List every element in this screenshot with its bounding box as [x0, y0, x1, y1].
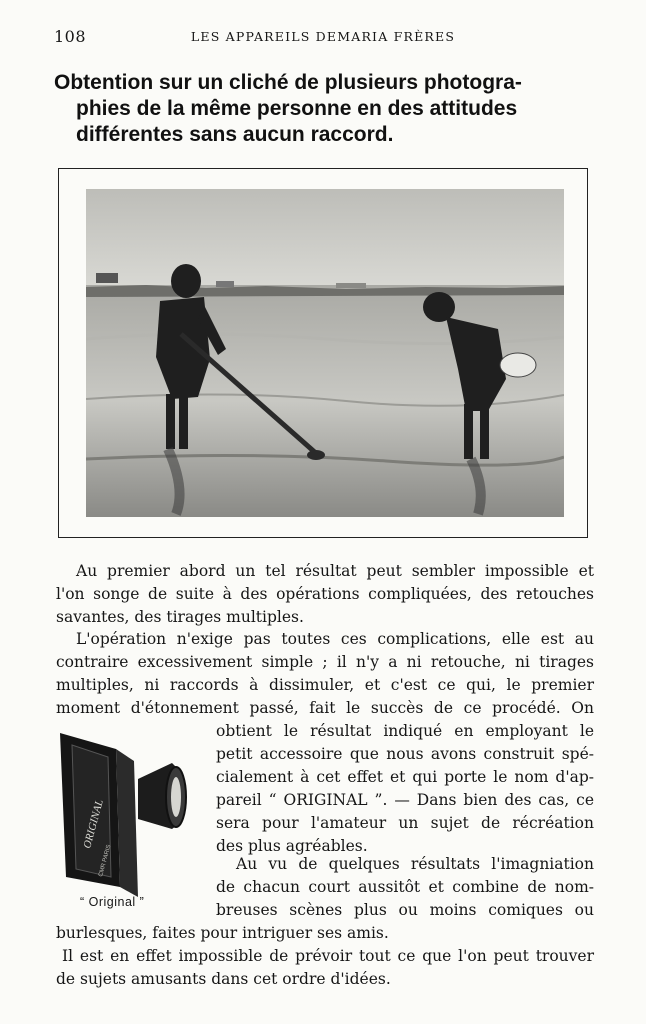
paragraph-1 — [56, 560, 594, 629]
text-line: sera pour l'amateur un sujet de récréation — [216, 814, 594, 832]
text-line: pareil “ ORIGINAL ”. — Dans bien des cas, ce — [216, 791, 594, 809]
text-line: contraire excessivement simple ; il n'y a ni retouche, ni tirages — [56, 653, 594, 671]
text-line: moment d'étonnement passé, fait le succès de ce procédé. On — [56, 699, 594, 717]
heading-line: Obtention sur un cliché de plusieurs photogra- — [54, 71, 522, 94]
camera-maker-text: CMR PARIS — [98, 844, 113, 878]
text-line: Il est en effet impossible de prévoir tout ce que l'on peut trouver — [62, 947, 594, 965]
text-line: petit accessoire que nous avons construit spé- — [216, 745, 594, 763]
paragraph-4 — [56, 945, 594, 991]
text-line: de sujets amusants dans cet ordre d'idées. — [56, 970, 391, 988]
heading-line: différentes sans aucun raccord. — [76, 123, 394, 146]
text-line: L'opération n'exige pas toutes ces complications, elle est au — [76, 630, 594, 648]
text-line: des plus agréables. — [216, 837, 368, 855]
text-line: breuses scènes plus ou moins comiques ou — [216, 901, 594, 919]
page-number: 108 — [54, 27, 87, 46]
text-line: multiples, ni raccords à dissimuler, et c'est ce qui, le premier — [56, 676, 594, 694]
camera-label: ORIGINAL — [81, 798, 106, 850]
figure-caption: “ Original ” — [80, 895, 145, 909]
beach-photograph — [86, 189, 564, 517]
text-line: Au premier abord un tel résultat peut sembler impossible et — [76, 562, 594, 580]
paragraph-3-continued — [56, 922, 594, 945]
section-heading — [54, 70, 599, 148]
text-line: de chacun court aussitôt et combine de nom- — [216, 878, 594, 896]
camera-accessory-illustration — [54, 727, 194, 897]
text-line: Au vu de quelques résultats l'imagniation — [236, 855, 594, 873]
text-line: cialement à cet effet et qui porte le nom d'ap- — [216, 768, 594, 786]
text-line: obtient le résultat indiqué en employant le — [216, 722, 594, 740]
text-line: l'on songe de suite à des opérations compliquées, des retouches — [56, 585, 594, 603]
paragraph-3 — [216, 853, 594, 922]
paragraph-2-continued — [216, 720, 594, 858]
paragraph-2 — [56, 628, 594, 720]
text-line: burlesques, faites pour intriguer ses amis. — [56, 924, 389, 942]
original-accessory-figure — [54, 727, 194, 897]
photo-illustration — [86, 189, 564, 517]
text-line: savantes, des tirages multiples. — [56, 608, 304, 626]
running-head: LES APPAREILS DEMARIA FRÈRES — [190, 29, 456, 44]
heading-line: phies de la même personne en des attitudes — [76, 97, 518, 120]
photo-frame — [58, 168, 588, 538]
